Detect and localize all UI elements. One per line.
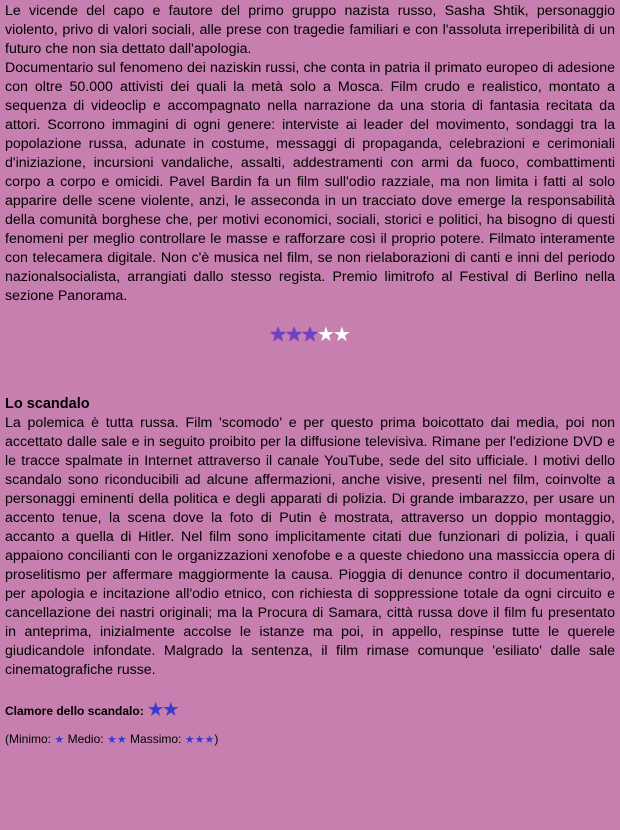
star-empty-icon: ★ [332, 324, 351, 346]
clamor-stars-icon: ★★ [148, 700, 179, 719]
documentary-description: Documentario sul fenomeno dei naziskin russi, che conta in patria il primato europeo di adesione con oltre 50.000 attivisti dei quali la metà solo a Mosca. Film crudo e realistico, montato a sequenza di videoclip e accompagnato nella narrazione da una storia di fantasia recitata da attori. Scorrono immagini di ogni genere: interviste ai leader del movimento, sondaggi tra la popolazione russa, adunate in costume, messaggi di propaganda, celebrazioni e cerimoniali d'iniziazione, incursioni vandaliche, assalti, addestramenti con armi da fuoco, combattimenti corpo a corpo e omicidi. Pavel Bardin fa un film sull'odio razziale, ma non limita i fatti al solo apparire delle scene violente, anzi, le asseconda in un tracciato dove emerge la responsabilità della comunità borghese che, per motivi economici, sociali, storici e politici, ha bisogno di questi fenomeni per meglio controllare le masse e rafforzare così il proprio potere. Filmato interamente con telecamera digitale. Non c'è musica nel film, se non rielaborazioni di canti e inni del periodo nazionalsocialista, arrangiati dallo stesso regista. Premio limitrofo al Festival di Berlino nella sezione Panorama. [5, 60, 615, 304]
medium-stars-icon: ★★ [106, 734, 127, 746]
star-filled-icon: ★ [269, 324, 288, 346]
review-page [0, 2, 620, 748]
plot-summary: Le vicende del capo e fautore del primo gruppo nazista russo, Sasha Shtik, personaggio violento, privo di valori sociali, alle prese con tragedie familiari e con l'assoluta irreperibilità di un futuro che non sia dettato dall'apologia. [5, 3, 615, 57]
max-stars-icon: ★★★ [184, 734, 215, 746]
scale-open: (Minimo: [5, 732, 52, 746]
scandal-description: La polemica è tutta russa. Film 'scomodo' e per questo prima boicottato dai media, poi non accettato dalle sale e in seguito proibito per la diffusione televisiva. Rimane per l'edizione DVD e le tracce spalmate in Internet attraverso il canale YouTube, sede del sito ufficiale. I motivi dello scandalo sono riconducibili ad alcune affermazioni, anche visive, presenti nel film, coinvolte a personaggi eminenti della politica e degli apparati di polizia. Di grande imbarazzo, per usare un accento tenue, la scena dove la foto di Putin è mostrata, attraverso un doppio montaggio, accanto a quella di Hitler. Nel film sono implicitamente citati due funzionari di polizia, i quali appaiono concilianti con le organizzazioni xenofobe e a queste chiedono una massiccia opera di proselitismo per affermare maggiormente la causa. Pioggia di denunce contro il documentario, per apologia e incitazione all'odio etnico, con richiesta di soppressione totale da ogni circuito e cancellazione dei nastri originali; ma la Procura di Samara, città russa dove il film fu presentato in anteprima, inizialmente accolse le istanze ma poi, in appello, respinse tutte le querele giudicandole infondate. Malgrado la sentenza, il film rimase comunque 'esiliato' dalle sale cinematografiche russe. [5, 415, 615, 678]
scale-max-label: Massimo: [130, 732, 182, 746]
star-rating [5, 325, 615, 347]
star-filled-icon: ★ [285, 324, 304, 346]
star-empty-icon: ★ [316, 324, 335, 346]
scandal-heading: Lo scandalo [5, 396, 90, 412]
scale-medium-label: Medio: [67, 732, 104, 746]
scale-legend [5, 731, 615, 748]
scale-close: ) [214, 732, 219, 746]
clamor-label: Clamore dello scandalo: [5, 704, 144, 718]
star-filled-icon: ★ [301, 324, 319, 346]
min-star-icon: ★ [54, 734, 65, 746]
scandal-clamor [5, 700, 615, 720]
